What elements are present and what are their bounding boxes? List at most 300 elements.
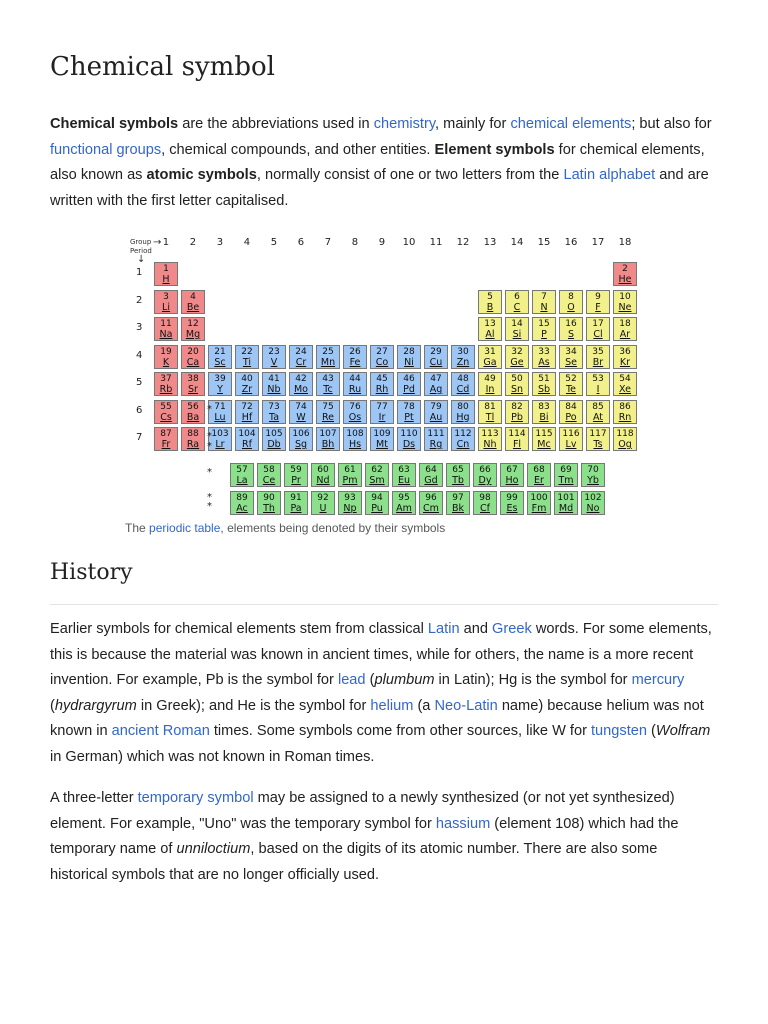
element-cell-cu[interactable] (424, 345, 448, 369)
element-cell-hg[interactable] (451, 400, 475, 424)
element-cell-n[interactable] (532, 290, 556, 314)
atomic-number: 90 (263, 493, 275, 503)
element-cell-cd[interactable] (451, 372, 475, 396)
atomic-number: 18 (619, 319, 631, 329)
element-cell-tl[interactable] (478, 400, 502, 424)
atomic-number: 13 (484, 319, 496, 329)
element-cell-cm[interactable] (419, 491, 443, 515)
atomic-number: 12 (187, 319, 199, 329)
element-cell-te[interactable] (559, 372, 583, 396)
element-symbol: Cm (423, 503, 439, 514)
period-number-label: 5 (136, 377, 143, 388)
element-cell-es[interactable] (500, 491, 524, 515)
element-cell-kr[interactable] (613, 345, 637, 369)
atomic-number: 60 (317, 465, 329, 475)
history-paragraph-2 (50, 786, 718, 888)
element-cell-tm[interactable] (554, 463, 578, 487)
element-symbol: Be (186, 301, 200, 313)
element-symbol: Yb (587, 475, 599, 486)
element-symbol: C (513, 301, 521, 313)
atomic-number: 35 (592, 346, 604, 357)
atomic-number: 41 (268, 374, 280, 384)
element-symbol: Lv (565, 439, 577, 450)
element-cell-ag[interactable] (424, 372, 448, 396)
element-cell-i[interactable] (586, 372, 610, 396)
element-symbol: Rb (159, 384, 173, 395)
element-symbol: Pu (371, 503, 383, 514)
element-symbol: In (485, 384, 495, 395)
element-symbol: Mc (537, 439, 551, 450)
element-cell-he[interactable] (613, 262, 637, 286)
atomic-number: 57 (236, 465, 248, 475)
atomic-number: 70 (587, 465, 599, 475)
element-cell-hf[interactable] (235, 400, 259, 424)
text-run: (a (413, 697, 435, 714)
atomic-number: 31 (484, 346, 496, 357)
element-cell-ne[interactable] (613, 290, 637, 314)
element-cell-ge[interactable] (505, 345, 529, 369)
period-number-label: 3 (136, 322, 143, 333)
element-cell-re[interactable] (316, 400, 340, 424)
element-cell-th[interactable] (257, 491, 281, 515)
text-run: may be assigned to a newly synthesized (or not yet synthesized) element. For example, "Uno" was the temporary symbol for (50, 790, 675, 832)
element-cell-zr[interactable] (235, 372, 259, 396)
atomic-number: 88 (187, 429, 199, 439)
element-cell-ba[interactable] (181, 400, 205, 424)
atomic-number: 64 (425, 465, 437, 475)
element-cell-as[interactable] (532, 345, 556, 369)
element-symbol: Os (348, 411, 362, 423)
atomic-number: 21 (214, 346, 226, 357)
group-number-label: 4 (243, 237, 251, 248)
atomic-number: 106 (292, 429, 310, 439)
atomic-number: 110 (400, 429, 418, 439)
element-cell-nh[interactable] (478, 427, 502, 451)
atomic-number: 16 (565, 319, 577, 329)
element-cell-pt[interactable] (397, 400, 421, 424)
link-latin[interactable]: Latin (427, 621, 460, 637)
element-cell-mo[interactable] (289, 372, 313, 396)
element-symbol: Hf (241, 411, 253, 423)
element-symbol: Sn (510, 384, 524, 395)
atomic-number: 53 (592, 374, 604, 384)
element-cell-hs[interactable] (343, 427, 367, 451)
element-symbol: Ce (262, 475, 276, 486)
atomic-number: 28 (403, 346, 415, 357)
atomic-number: 114 (508, 429, 526, 439)
element-cell-mt[interactable] (370, 427, 394, 451)
atomic-number: 49 (484, 374, 496, 384)
element-cell-og[interactable] (613, 427, 637, 451)
element-symbol: Au (429, 411, 443, 423)
atomic-number: 24 (295, 346, 307, 357)
atomic-number: 113 (481, 429, 499, 439)
element-cell-dy[interactable] (473, 463, 497, 487)
element-cell-k[interactable] (154, 345, 178, 369)
text-run: in Latin); Hg is the symbol for (434, 672, 632, 688)
element-symbol: Fr (161, 439, 171, 450)
element-cell-ac[interactable] (230, 491, 254, 515)
element-cell-yb[interactable] (581, 463, 605, 487)
text-run: ( (365, 672, 375, 688)
group-number-label: 14 (510, 237, 524, 248)
element-symbol: F (595, 301, 601, 313)
element-symbol: Th (263, 503, 275, 514)
atomic-number: 23 (268, 346, 280, 357)
element-cell-ho[interactable] (500, 463, 524, 487)
element-cell-b[interactable] (478, 290, 502, 314)
text-run: ; but also for (631, 116, 712, 132)
element-cell-bk[interactable] (446, 491, 470, 515)
atomic-number: 5 (487, 291, 493, 302)
element-cell-gd[interactable] (419, 463, 443, 487)
element-cell-pr[interactable] (284, 463, 308, 487)
element-symbol: Pr (291, 475, 301, 486)
link-latin-alphabet[interactable]: Latin alphabet (563, 167, 656, 183)
atomic-number: 103 (211, 429, 229, 439)
element-cell-mc[interactable] (532, 427, 556, 451)
period-number-label: 7 (136, 432, 143, 443)
text-run: for chemical elements, also known as (50, 141, 705, 183)
period-arrow-icon: ↓ (137, 254, 146, 265)
element-cell-se[interactable] (559, 345, 583, 369)
element-symbol: H (162, 274, 170, 285)
group-number-label: 8 (351, 237, 359, 248)
element-symbol: Y (217, 384, 223, 395)
element-symbol: S (567, 329, 575, 340)
atomic-number: 68 (533, 465, 545, 475)
element-symbol: Ti (242, 356, 252, 368)
atomic-number: 75 (322, 401, 334, 412)
atomic-number: 93 (344, 493, 356, 503)
element-symbol: W (296, 411, 306, 423)
history-heading: History (50, 560, 133, 585)
f-block-marker: * (207, 441, 212, 452)
element-symbol: Ba (186, 411, 200, 423)
bold-term: Element symbols (434, 141, 555, 158)
element-symbol: O (567, 301, 575, 313)
atomic-number: 3 (163, 291, 169, 302)
element-cell-bi[interactable] (532, 400, 556, 424)
link-neo-latin[interactable]: Neo-Latin (434, 697, 498, 714)
text-run: in German) which was not known in Roman times. (50, 748, 375, 765)
element-symbol: Sr (188, 384, 198, 395)
group-number-label: 12 (456, 237, 470, 248)
period-number-label: 6 (136, 404, 143, 416)
element-cell-cr[interactable] (289, 345, 313, 369)
group-number-label: 7 (324, 237, 332, 248)
element-cell-pa[interactable] (284, 491, 308, 515)
element-symbol: Pa (290, 503, 302, 514)
element-cell-ta[interactable] (262, 400, 286, 424)
element-cell-ds[interactable] (397, 427, 421, 451)
text-run: , mainly for (435, 116, 511, 132)
element-cell-br[interactable] (586, 345, 610, 369)
element-cell-o[interactable] (559, 290, 583, 314)
element-cell-ru[interactable] (343, 372, 367, 396)
element-cell-ir[interactable] (370, 400, 394, 424)
element-cell-zn[interactable] (451, 345, 475, 369)
italic-term: hydrargyrum (54, 697, 137, 714)
atomic-number: 62 (371, 465, 383, 475)
element-cell-np[interactable] (338, 491, 362, 515)
atomic-number: 100 (530, 493, 548, 503)
atomic-number: 6 (514, 291, 520, 302)
element-cell-s[interactable] (559, 317, 583, 341)
element-cell-ts[interactable] (586, 427, 610, 451)
element-symbol: Sc (214, 356, 226, 368)
group-number-label: 18 (618, 237, 632, 248)
caption-text-after: , elements being denoted by their symbols (220, 521, 446, 535)
element-symbol: Ga (483, 356, 497, 368)
atomic-number: 107 (319, 429, 337, 439)
element-cell-am[interactable] (392, 491, 416, 515)
element-cell-lv[interactable] (559, 427, 583, 451)
element-cell-ga[interactable] (478, 345, 502, 369)
element-cell-co[interactable] (370, 345, 394, 369)
element-cell-f[interactable] (586, 290, 610, 314)
element-symbol: La (236, 475, 248, 486)
group-number-label: 15 (537, 237, 551, 248)
atomic-number: 76 (349, 401, 361, 412)
element-symbol: Ni (404, 356, 414, 368)
element-symbol: Xe (619, 384, 631, 395)
element-cell-al[interactable] (478, 317, 502, 341)
period-number-label: 2 (136, 294, 143, 306)
group-number-label: 6 (297, 237, 305, 248)
element-cell-ar[interactable] (613, 317, 637, 341)
element-symbol: Rf (242, 439, 252, 450)
element-symbol: Zr (241, 384, 253, 395)
element-cell-sb[interactable] (532, 372, 556, 396)
element-cell-y[interactable] (208, 372, 232, 396)
element-cell-v[interactable] (262, 345, 286, 369)
f-block-marker: * (207, 403, 212, 415)
element-cell-pm[interactable] (338, 463, 362, 487)
element-cell-sm[interactable] (365, 463, 389, 487)
atomic-number: 51 (538, 374, 550, 384)
link-tungsten[interactable]: tungsten (591, 723, 647, 739)
element-cell-xe[interactable] (613, 372, 637, 396)
element-cell-er[interactable] (527, 463, 551, 487)
link-lead[interactable]: lead (337, 672, 366, 688)
element-symbol: P (541, 329, 547, 340)
element-symbol: He (618, 274, 632, 285)
element-symbol: Tl (485, 411, 495, 423)
element-cell-sc[interactable] (208, 345, 232, 369)
atomic-number: 14 (511, 319, 523, 329)
element-cell-ni[interactable] (397, 345, 421, 369)
element-cell-p[interactable] (532, 317, 556, 341)
element-cell-cl[interactable] (586, 317, 610, 341)
atomic-number: 69 (560, 465, 572, 475)
element-cell-h[interactable] (154, 262, 178, 286)
element-cell-ca[interactable] (181, 345, 205, 369)
f-block-marker: * (207, 431, 212, 442)
element-symbol: B (486, 301, 494, 313)
element-symbol: Mo (293, 384, 308, 395)
group-number-label: 9 (378, 237, 386, 248)
element-cell-no[interactable] (581, 491, 605, 515)
italic-term: Wolfram (655, 723, 711, 739)
element-symbol: Ag (429, 384, 443, 395)
link-ancient-roman[interactable]: ancient Roman (111, 723, 210, 739)
element-cell-eu[interactable] (392, 463, 416, 487)
element-cell-sn[interactable] (505, 372, 529, 396)
atomic-number: 94 (371, 493, 383, 503)
atomic-number: 71 (214, 401, 226, 412)
atomic-number: 66 (479, 465, 491, 475)
text-run: times. Some symbols come from other sources, like W for (209, 723, 591, 739)
element-symbol: Pt (404, 411, 414, 423)
element-cell-in[interactable] (478, 372, 502, 396)
link-mercury[interactable]: mercury (631, 672, 685, 688)
element-symbol: Es (506, 503, 518, 514)
element-symbol: Md (558, 503, 574, 514)
element-symbol: Er (534, 475, 544, 486)
atomic-number: 7 (541, 291, 547, 302)
atomic-number: 104 (238, 429, 256, 439)
element-cell-fe[interactable] (343, 345, 367, 369)
atomic-number: 36 (619, 346, 631, 357)
element-cell-cn[interactable] (451, 427, 475, 451)
element-cell-tb[interactable] (446, 463, 470, 487)
atomic-number: 96 (425, 493, 437, 503)
element-cell-ce[interactable] (257, 463, 281, 487)
element-symbol: K (162, 356, 170, 368)
element-cell-rn[interactable] (613, 400, 637, 424)
atomic-number: 38 (187, 374, 199, 384)
element-symbol: Si (512, 329, 522, 340)
element-cell-li[interactable] (154, 290, 178, 314)
element-cell-ti[interactable] (235, 345, 259, 369)
element-symbol: Fe (349, 356, 361, 368)
link-greek[interactable]: Greek (492, 621, 532, 637)
group-number-label: 17 (591, 237, 605, 248)
italic-term: unniloctium (176, 841, 251, 857)
element-cell-be[interactable] (181, 290, 205, 314)
element-symbol: Fl (512, 439, 522, 450)
atomic-number: 58 (263, 465, 275, 475)
caption-link-periodic-table[interactable]: periodic table (149, 521, 221, 535)
element-cell-nd[interactable] (311, 463, 335, 487)
element-symbol: As (538, 356, 550, 368)
element-cell-la[interactable] (230, 463, 254, 487)
atomic-number: 115 (535, 429, 553, 439)
element-cell-mn[interactable] (316, 345, 340, 369)
element-cell-mg[interactable] (181, 317, 205, 341)
element-cell-pu[interactable] (365, 491, 389, 515)
element-symbol: Mn (320, 356, 336, 368)
element-cell-rf[interactable] (235, 427, 259, 451)
element-symbol: At (592, 411, 604, 423)
element-cell-ra[interactable] (181, 427, 205, 451)
link-temporary-symbol[interactable]: temporary symbol (137, 790, 254, 806)
group-number-label: 13 (483, 237, 497, 248)
atomic-number: 77 (376, 401, 388, 412)
group-axis-label: Group (130, 238, 152, 246)
element-cell-sg[interactable] (289, 427, 313, 451)
element-symbol: Ho (505, 475, 519, 486)
text-run: are the abbreviations used in (178, 116, 374, 132)
element-symbol: Rh (375, 384, 389, 395)
actinide-marker: * (207, 492, 212, 503)
element-symbol: Al (485, 329, 495, 340)
element-symbol: Rg (429, 439, 443, 450)
link-helium[interactable]: helium (370, 697, 414, 714)
element-cell-pb[interactable] (505, 400, 529, 424)
atomic-number: 105 (265, 429, 283, 439)
text-run: words. For some elements, this is because the material was known in ancient times, while for others, the name is a more recent invention. For example, Pb is the symbol for (50, 621, 712, 688)
element-cell-fm[interactable] (527, 491, 551, 515)
element-symbol: Cf (480, 503, 490, 514)
atomic-number: 116 (562, 429, 580, 439)
text-run: (element 108) which had the temporary name of (50, 815, 679, 857)
element-cell-sr[interactable] (181, 372, 205, 396)
element-cell-po[interactable] (559, 400, 583, 424)
text-run: ( (647, 723, 656, 739)
element-symbol: Mg (185, 329, 201, 340)
element-symbol: Cd (456, 384, 470, 395)
group-number-label: 10 (402, 237, 416, 248)
element-cell-md[interactable] (554, 491, 578, 515)
element-cell-tc[interactable] (316, 372, 340, 396)
element-cell-cf[interactable] (473, 491, 497, 515)
element-cell-c[interactable] (505, 290, 529, 314)
atomic-number: 17 (592, 319, 604, 329)
atomic-number: 72 (241, 401, 253, 412)
atomic-number: 27 (376, 346, 388, 357)
element-cell-rb[interactable] (154, 372, 178, 396)
element-cell-at[interactable] (586, 400, 610, 424)
atomic-number: 73 (268, 401, 280, 412)
element-cell-rg[interactable] (424, 427, 448, 451)
element-cell-si[interactable] (505, 317, 529, 341)
link-chemical-elements[interactable]: chemical elements (510, 116, 632, 132)
atomic-number: 65 (452, 465, 464, 475)
element-cell-fr[interactable] (154, 427, 178, 451)
element-cell-nb[interactable] (262, 372, 286, 396)
element-symbol: Dy (478, 475, 492, 486)
element-cell-bh[interactable] (316, 427, 340, 451)
element-symbol: Ar (619, 329, 631, 340)
element-cell-w[interactable] (289, 400, 313, 424)
link-functional-groups[interactable]: functional groups (50, 141, 162, 158)
element-cell-na[interactable] (154, 317, 178, 341)
atomic-number: 97 (452, 493, 464, 503)
element-cell-u[interactable] (311, 491, 335, 515)
link-chemistry[interactable]: chemistry (373, 116, 436, 132)
element-cell-pd[interactable] (397, 372, 421, 396)
group-number-label: 11 (429, 237, 443, 248)
element-cell-fl[interactable] (505, 427, 529, 451)
atomic-number: 80 (457, 401, 469, 412)
link-hassium[interactable]: hassium (435, 815, 491, 832)
element-symbol: Po (565, 411, 577, 423)
element-cell-cs[interactable] (154, 400, 178, 424)
element-cell-rh[interactable] (370, 372, 394, 396)
caption-text-before: The (125, 521, 150, 535)
element-cell-db[interactable] (262, 427, 286, 451)
element-cell-os[interactable] (343, 400, 367, 424)
element-symbol: Rn (618, 411, 632, 423)
element-symbol: Hs (348, 439, 362, 450)
element-cell-au[interactable] (424, 400, 448, 424)
element-symbol: Pm (342, 475, 358, 486)
group-number-label: 5 (270, 237, 278, 248)
element-symbol: Re (321, 411, 335, 423)
element-symbol: Mt (376, 439, 388, 450)
